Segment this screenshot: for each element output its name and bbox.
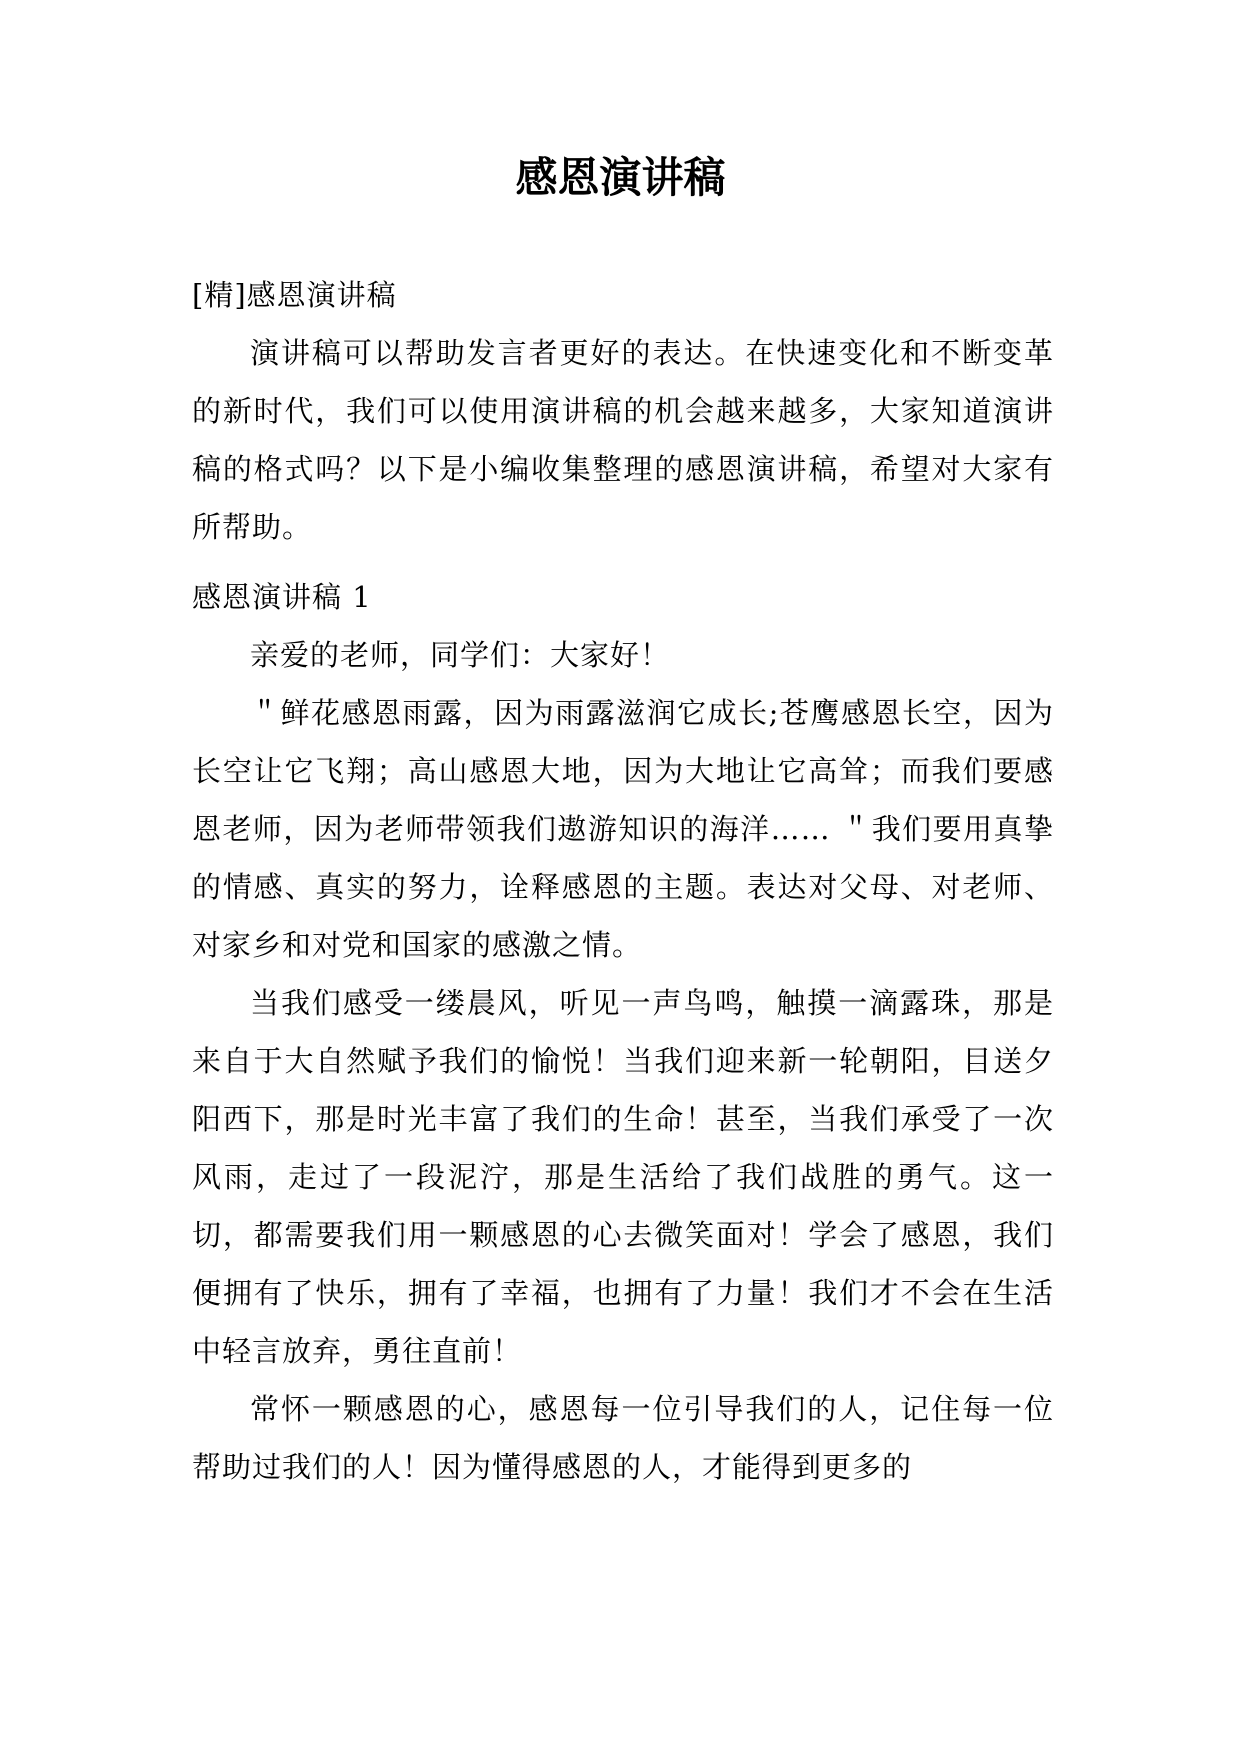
greeting-paragraph: 亲爱的老师，同学们：大家好！ <box>250 638 671 672</box>
document-body-top <box>192 266 1054 556</box>
section-heading: 感恩演讲稿 1 <box>192 580 372 614</box>
subtitle-line: [精]感恩演讲稿 <box>192 278 397 312</box>
body-paragraph-3: 常怀一颗感恩的心，感恩每一位引导我们的人，记住每一位帮助过我们的人！因为懂得感恩的人，才能得到更多的 <box>192 1392 1054 1484</box>
intro-paragraph: 演讲稿可以帮助发言者更好的表达。在快速变化和不断变革的新时代，我们可以使用演讲稿的机会越来越多，大家知道演讲稿的格式吗？以下是小编收集整理的感恩演讲稿，希望对大家有所帮助。 <box>192 336 1054 544</box>
body-paragraph-1: ＂鲜花感恩雨露，因为雨露滋润它成长;苍鹰感恩长空，因为长空让它飞翔；高山感恩大地，因为大地让它高耸；而我们要感恩老师，因为老师带领我们遨游知识的海洋…… ＂我们要用真挚的情感、真实的努力，诠释感恩的主题。表达对父母、对老师、对家乡和对党和国家的感激之情。 <box>192 696 1054 962</box>
document-body-section <box>192 568 1054 1496</box>
body-paragraph-2: 当我们感受一缕晨风，听见一声鸟鸣，触摸一滴露珠，那是来自于大自然赋予我们的愉悦！当我们迎来新一轮朝阳，目送夕阳西下，那是时光丰富了我们的生命！甚至，当我们承受了一次风雨，走过了一段泥泞，那是生活给了我们战胜的勇气。这一切，都需要我们用一颗感恩的心去微笑面对！学会了感恩，我们便拥有了快乐，拥有了幸福，也拥有了力量！我们才不会在生活中轻言放弃，勇往直前！ <box>192 986 1054 1368</box>
document-title: 感恩演讲稿 <box>515 153 726 202</box>
